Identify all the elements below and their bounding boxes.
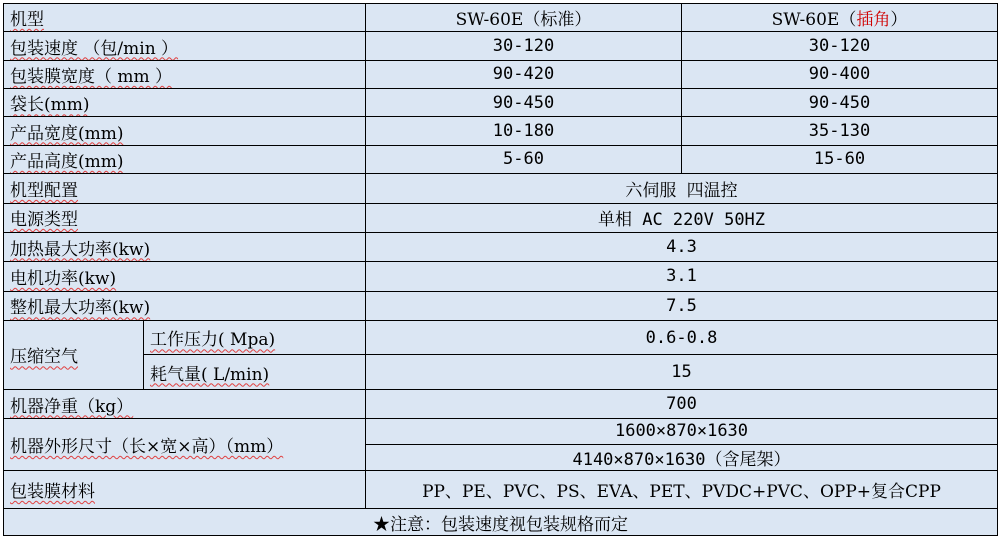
row-value: 3.1 [366, 262, 998, 291]
row-label: 产品宽度(mm) [4, 117, 366, 145]
table-row [4, 145, 998, 173]
header-label: 机型 [4, 4, 366, 32]
row-value: 30-120 [366, 32, 682, 60]
table-row [4, 60, 998, 88]
table-row [4, 321, 998, 355]
row-label: 袋长(mm) [4, 89, 366, 117]
spec-table [3, 3, 998, 536]
air-group-label: 压缩空气 [4, 321, 144, 390]
row-value: 90-450 [682, 89, 998, 117]
table-row [4, 4, 998, 32]
air-consumption-label: 耗气量( L/min) [144, 355, 366, 389]
table-row [4, 389, 998, 418]
row-value: 700 [366, 389, 998, 418]
air-pressure-label: 工作压力( Mpa) [144, 321, 366, 355]
table-row [4, 355, 998, 389]
footnote: ★注意：包装速度视包装规格而定 [4, 509, 998, 536]
row-value: 7.5 [366, 291, 998, 320]
table-row [4, 117, 998, 145]
table-row [4, 291, 998, 320]
row-label: 包装速度 （包/min ） [4, 32, 366, 60]
row-label: 电源类型 [4, 203, 366, 232]
dimensions-value-1: 1600×870×1630 [366, 419, 998, 444]
row-value: 90-420 [366, 60, 682, 88]
table-row [4, 174, 998, 203]
row-label: 包装膜材料 [4, 470, 366, 509]
dimensions-label: 机器外形尺寸（长×宽×高）（mm） [4, 419, 366, 471]
row-value: PP、PE、PVC、PS、EVA、PET、PVDC+PVC、OPP+复合CPP [366, 470, 998, 509]
header-model-corner [682, 4, 998, 32]
header-model-suffix: ） [890, 10, 908, 31]
row-value: 10-180 [366, 117, 682, 145]
row-value: 90-450 [366, 89, 682, 117]
row-label: 机器净重（kg） [4, 389, 366, 418]
row-value: 90-400 [682, 60, 998, 88]
table-row [4, 232, 998, 261]
row-value: 单相 AC 220V 50HZ [366, 203, 998, 232]
table-row [4, 419, 998, 444]
table-row [4, 470, 998, 509]
air-pressure-value: 0.6-0.8 [366, 321, 998, 355]
dimensions-value-2: 4140×870×1630（含尾架） [366, 444, 998, 470]
row-value: 六伺服 四温控 [366, 174, 998, 203]
row-value: 5-60 [366, 145, 682, 173]
header-model-prefix: SW-60E（ [771, 10, 857, 31]
table-row [4, 89, 998, 117]
row-label: 电机功率(kw) [4, 262, 366, 291]
header-model-standard: SW-60E（标准） [366, 4, 682, 32]
table-row [4, 32, 998, 60]
air-consumption-value: 15 [366, 355, 998, 389]
row-value: 35-130 [682, 117, 998, 145]
header-model-highlight: 插角 [856, 10, 891, 31]
row-value: 30-120 [682, 32, 998, 60]
row-label: 产品高度(mm) [4, 145, 366, 173]
row-label: 整机最大功率(kw) [4, 291, 366, 320]
table-row [4, 509, 998, 536]
row-label: 机型配置 [4, 174, 366, 203]
row-label: 包装膜宽度（ mm ） [4, 60, 366, 88]
row-value: 15-60 [682, 145, 998, 173]
table-row [4, 203, 998, 232]
table-row [4, 262, 998, 291]
row-label: 加热最大功率(kw) [4, 232, 366, 261]
row-value: 4.3 [366, 232, 998, 261]
